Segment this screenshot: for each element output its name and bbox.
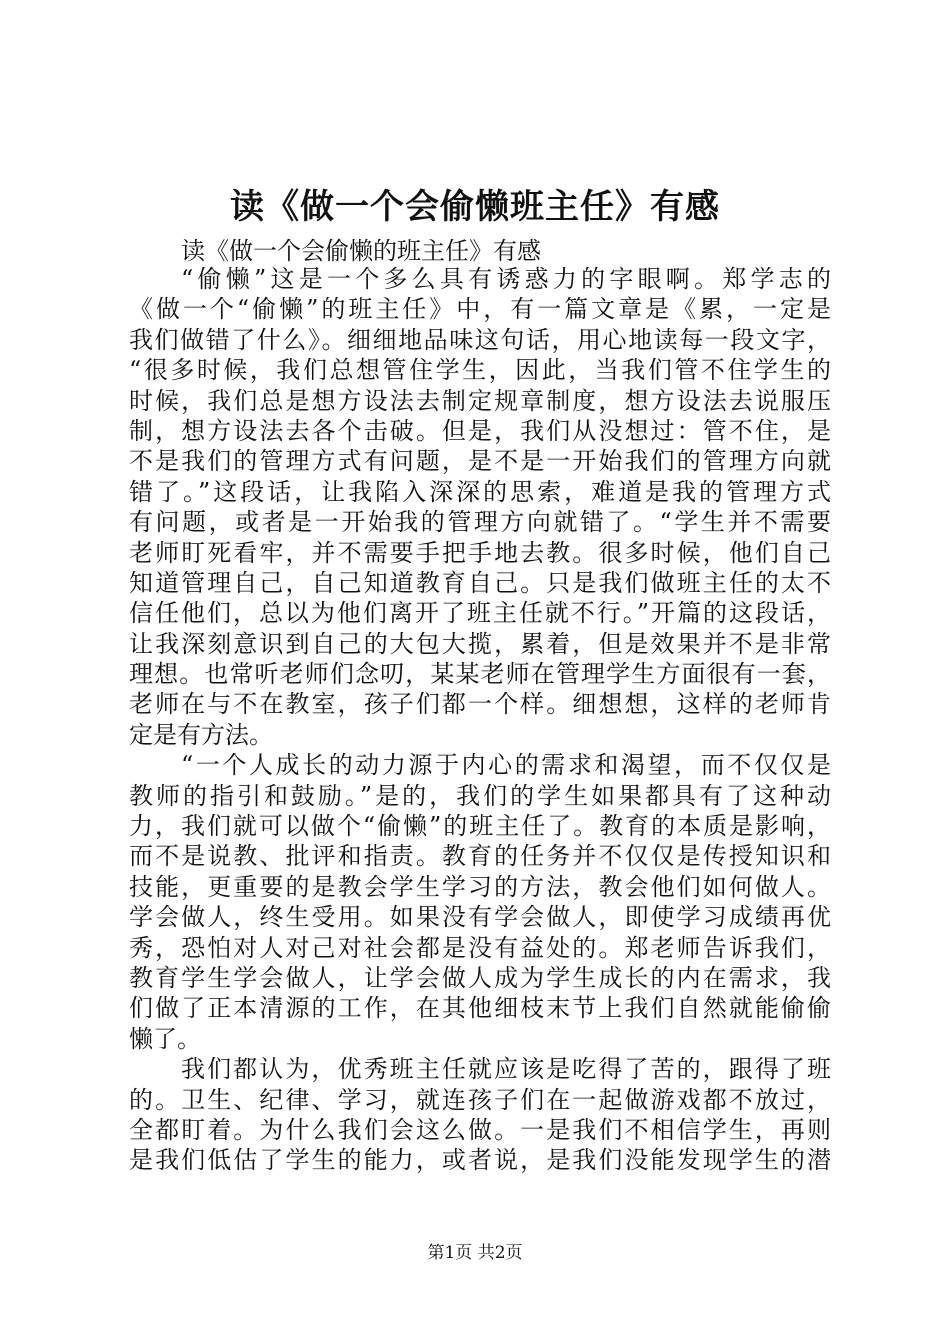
text-line: 让我深刻意识到自己的大包大揽，累着，但是效果并不是非常 (129, 629, 831, 658)
paragraph-2 (129, 750, 831, 1054)
text-line: 理想。也常听老师们念叨，某某老师在管理学生方面很有一套， (129, 660, 831, 689)
text-line: “一个人成长的动力源于内心的需求和渴望，而不仅仅是 (181, 751, 831, 780)
text-line: 信任他们，总以为他们离开了班主任就不行。”开篇的这段话， (129, 599, 831, 628)
document-subtitle: 读《做一个会偷懒的班主任》有感 (181, 237, 541, 265)
text-line: 教育学生学会做人，让学会做人成为学生成长的内在需求，我 (129, 963, 831, 992)
text-line: 不是我们的管理方式有问题，是不是一开始我们的管理方向就 (129, 447, 831, 476)
text-line: 懒了。 (129, 1024, 201, 1053)
text-line: 有问题，或者是一开始我的管理方向就错了。“学生并不需要 (129, 508, 831, 537)
text-line: 老师在与不在教室，孩子们都一个样。细想想，这样的老师肯 (129, 690, 831, 719)
text-line: 全都盯着。为什么我们会这么做。一是我们不相信学生，再则 (129, 1115, 831, 1144)
text-line: 们做了正本清源的工作，在其他细枝末节上我们自然就能偷偷 (129, 994, 831, 1023)
text-line: 学会做人，终生受用。如果没有学会做人，即使学习成绩再优 (129, 903, 831, 932)
text-line: 知道管理自己，自己知道教育自己。只是我们做班主任的太不 (129, 568, 831, 597)
text-line: 时候，我们总是想方设法去制定规章制度，想方设法去说服压 (129, 386, 831, 415)
paragraph-1 (129, 264, 831, 750)
document-title: 读《做一个会偷懒班主任》有感 (230, 187, 720, 227)
text-line: 定是有方法。 (129, 720, 273, 749)
text-line: 而不是说教、批评和指责。教育的任务并不仅仅是传授知识和 (129, 842, 831, 871)
text-line: 教师的指引和鼓励。”是的，我们的学生如果都具有了这种动 (129, 781, 831, 810)
paragraph-3 (129, 1054, 831, 1176)
text-line: 力，我们就可以做个“偷懒”的班主任了。教育的本质是影响， (129, 812, 831, 841)
text-line: 我们都认为，优秀班主任就应该是吃得了苦的，跟得了班 (181, 1055, 831, 1084)
text-line: 秀，恐怕对人对己对社会都是没有益处的。郑老师告诉我们， (129, 933, 831, 962)
text-line: 制，想方设法去各个击破。但是，我们从没想过：管不住，是 (129, 416, 831, 445)
text-line: 错了。”这段话，让我陷入深深的思索，难道是我的管理方式 (129, 477, 831, 506)
text-line: “很多时候，我们总想管住学生，因此，当我们管不住学生的 (129, 356, 831, 385)
text-line: 是我们低估了学生的能力，或者说，是我们没能发现学生的潜 (129, 1146, 831, 1175)
text-line: “偷懒”这是一个多么具有诱惑力的字眼啊。郑学志的 (181, 265, 831, 293)
text-line: 老师盯死看牢，并不需要手把手地去教。很多时候，他们自己 (129, 538, 831, 567)
text-line: 技能，更重要的是教会学生学习的方法，教会他们如何做人。 (129, 872, 831, 901)
page-footer: 第1页 共2页 (427, 1243, 523, 1263)
text-line: 我们做错了什么》。细细地品味这句话，用心地读每一段文字， (129, 325, 831, 354)
text-line: 《做一个“偷懒”的班主任》中，有一篇文章是《累，一定是 (129, 295, 831, 324)
text-line: 的。卫生、纪律、学习，就连孩子们在一起做游戏都不放过， (129, 1085, 831, 1114)
document-body (129, 264, 831, 1176)
